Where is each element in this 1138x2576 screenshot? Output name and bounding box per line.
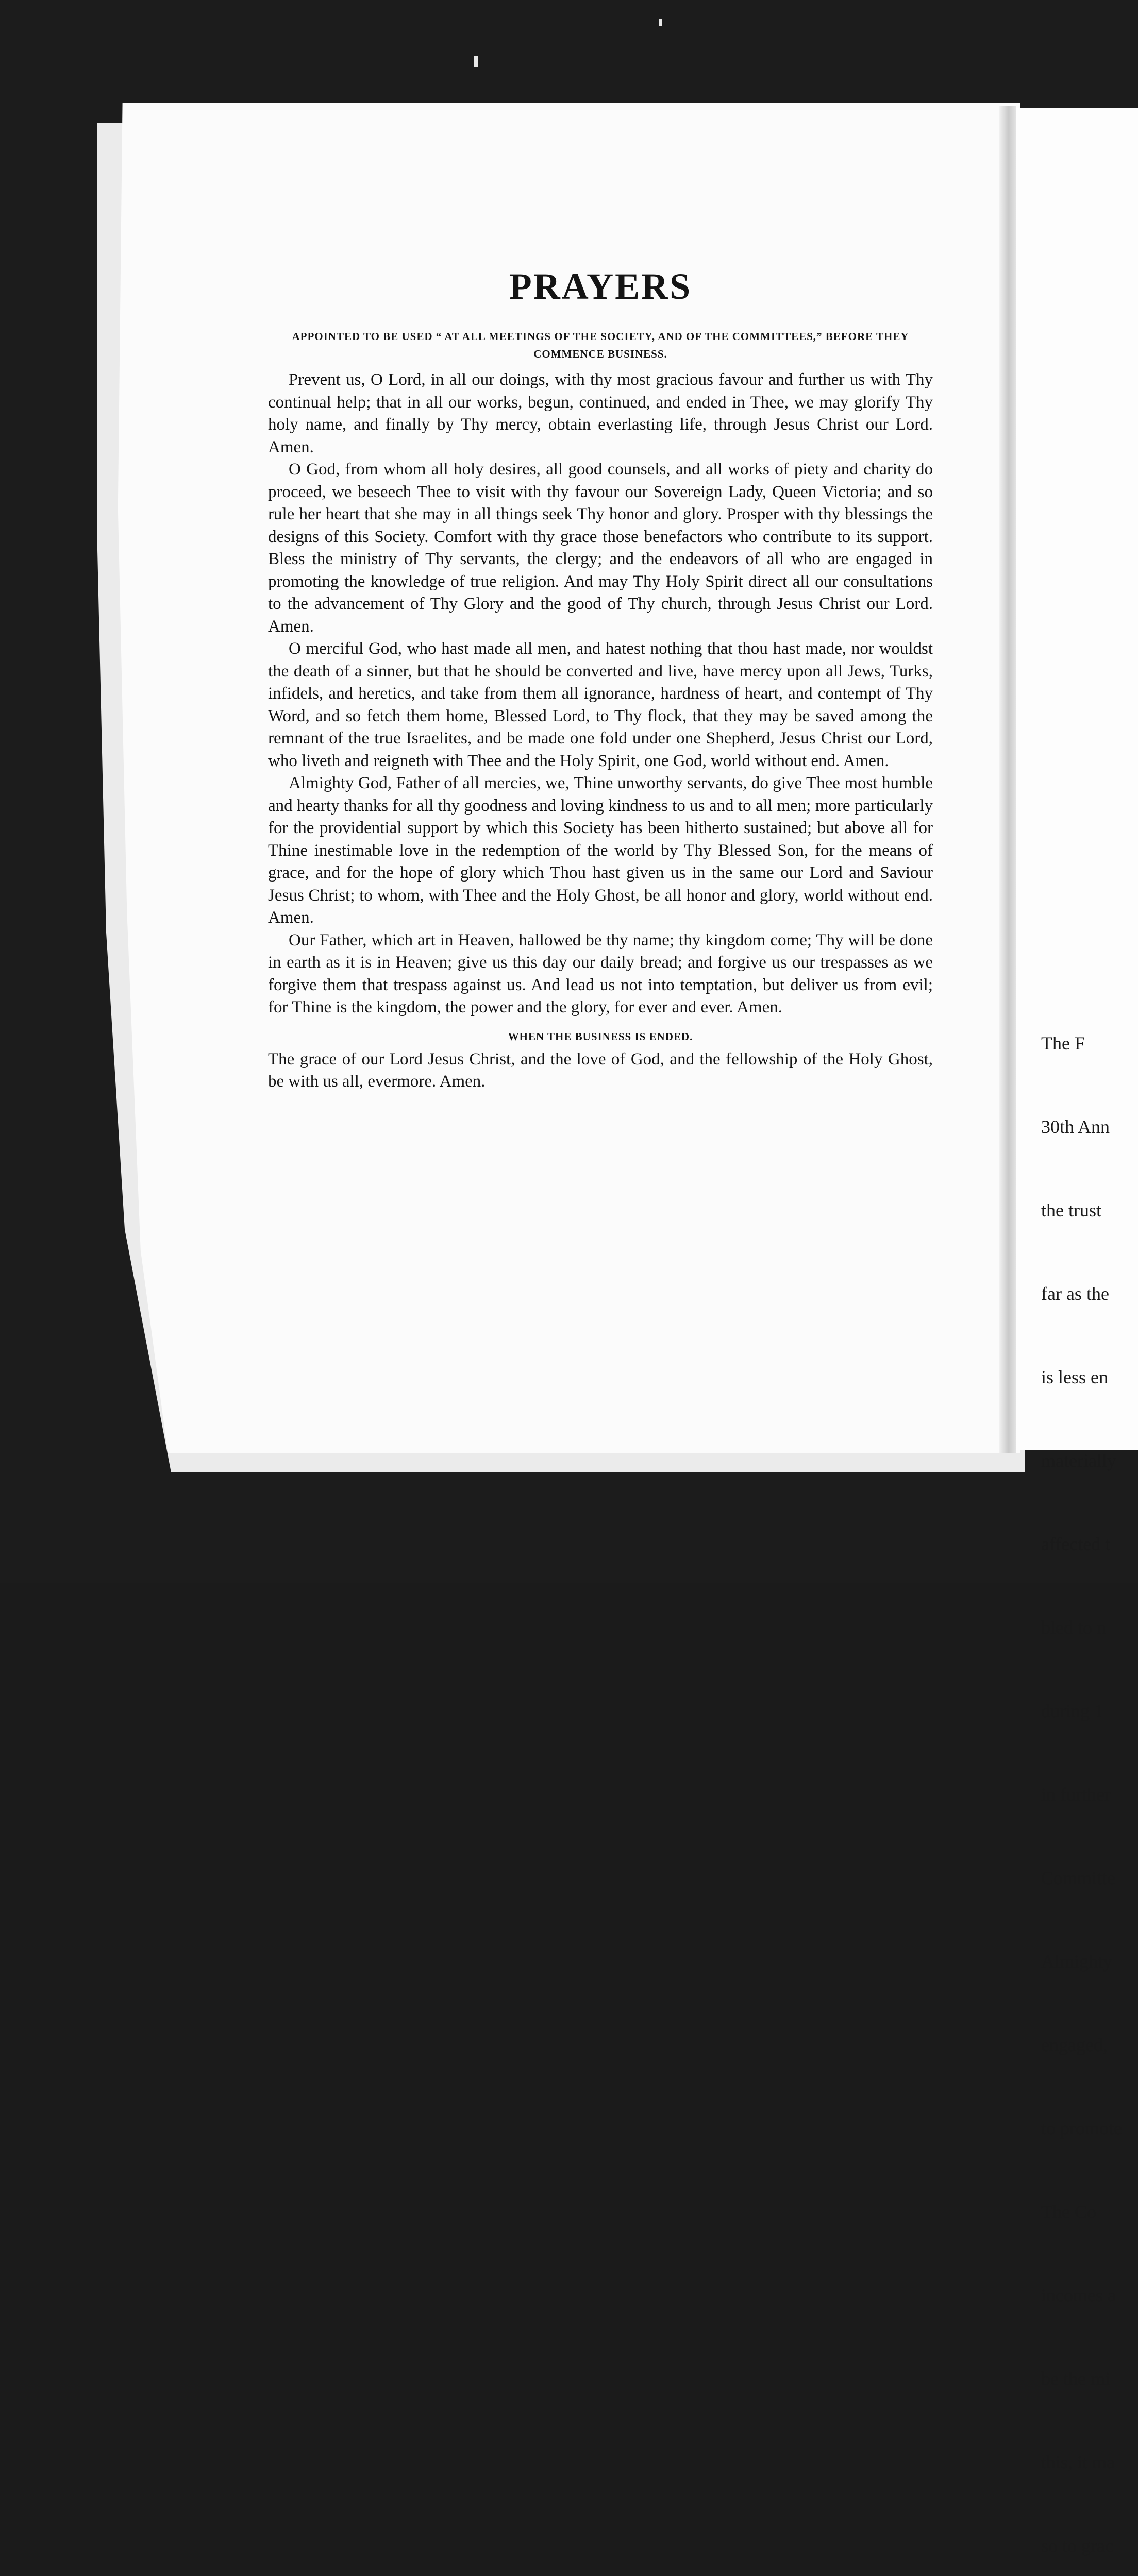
prayer-4: Almighty God, Father of all mercies, we, Thine unworthy servants, do give Thee most humble and hearty thanks for all thy goodness and loving kindness to us and to all men; more particularly for the providential support by which this Society has been hitherto sustained; but above all for Thine inestimable love in the redemption of the world by Thy Blessed Son, for the means of grace, and for the hope of glory which Thou hast given us in the same our Lord and Saviour Jesus Christ; to whom, with Thee and the Holy Ghost, be all honor and glory, world without end. Amen. — [268, 774, 933, 927]
prayer-5: Our Father, which art in Heaven, hallowed be thy name; thy kingdom come; Thy will be done in earth as it is in Heaven; give us this day our daily bread; and forgive us our trespasses as we forgive them that trespass against us. And lead us not into temptation, but deliver us from evil; for Thine is the kingdom, the power and the glory, for ever and ever. Amen. — [268, 930, 933, 1016]
right-line: materially — [1041, 1450, 1116, 1471]
prayer-3: O merciful God, who hast made all men, and hatest nothing that thou hast made, nor wouldst the death of a sinner, but that he should be converted and live, have mercy upon all Jews, Turks, infidels, and heretics, and take from them all ignorance, hardness of heart, and contempt of Thy Word, and so fetch them home, Blessed Lord, to Thy flock, that they may be saved among the remnant of the true Israelites, and be made one fold under one Shepherd, Jesus Christ our Lord, who liveth and reigneth with Thee and the Holy Spirit, one God, world without end. Amen. — [268, 639, 933, 770]
prayer-1: Prevent us, O Lord, in all our doings, with thy most gracious favour and further us with Thy continual help; that in all our works, begun, continued, and ended in Thee, we may glorify Thy holy name, and finally by Thy mercy, obtain everlasting life, through Jesus Christ our Lord. Amen. — [268, 370, 933, 456]
book-gutter — [999, 106, 1016, 1453]
dust-speck — [474, 56, 478, 67]
right-line: The F — [1041, 1033, 1085, 1054]
right-line: Committe — [1041, 1868, 1115, 1888]
right-line: engaged, — [1041, 2035, 1108, 2055]
right-line: during 1 — [1041, 1701, 1103, 1721]
right-line: affected t — [1041, 1534, 1111, 1554]
right-line: in further — [1041, 1784, 1111, 1805]
dust-speck — [659, 19, 662, 26]
right-line: so to grac — [1041, 2535, 1113, 2556]
right-line: the trust — [1041, 1200, 1101, 1221]
left-page-text — [268, 268, 933, 1093]
right-line: The Co — [1041, 2201, 1096, 2222]
right-line: bled to n — [1041, 1617, 1106, 1638]
right-line: to promote — [1041, 2118, 1122, 2139]
right-line: 30th Ann — [1041, 1116, 1110, 1137]
right-line: far as the — [1041, 1283, 1109, 1304]
right-line: incomes a — [1041, 2285, 1116, 2306]
page-subtitle: APPOINTED TO BE USED “ AT ALL MEETINGS OF THE SOCIETY, AND OF THE COMMITTEES,” BEFORE THEY COMMENCE BUSINESS. — [292, 330, 909, 360]
right-line: is less en — [1041, 1367, 1108, 1387]
right-page-text — [1041, 974, 1131, 2576]
closing-heading: WHEN THE BUSINESS IS ENDED. — [508, 1030, 693, 1043]
page-title: PRAYERS — [509, 266, 692, 307]
right-line: this, it ma — [1041, 2452, 1115, 2472]
prayer-2: O God, from whom all holy desires, all good counsels, and all works of piety and charity do proceed, we beseech Thee to visit with thy favour our Sovereign Lady, Queen Victoria; and so rule her heart that she may in all things seek Thy honor and glory. Prosper with thy blessings the designs of this Society. Comfort with thy grace those benefactors who contribute to its support. Bless the ministry of Thy servants, the clergy; and the endeavors of all who are engaged in promoting the knowledge of true religion. And may Thy Holy Spirit direct all our consultations to the advancement of Thy Glory and the good of Thy church, through Jesus Christ our Lord. Amen. — [268, 460, 933, 636]
right-line: be the mi — [1041, 2368, 1110, 2389]
right-line: Almighty — [1041, 1951, 1113, 1972]
closing-prayer: The grace of our Lord Jesus Christ, and the love of God, and the fellowship of the Holy Ghost, be with us all, evermore. Amen. — [268, 1049, 933, 1091]
